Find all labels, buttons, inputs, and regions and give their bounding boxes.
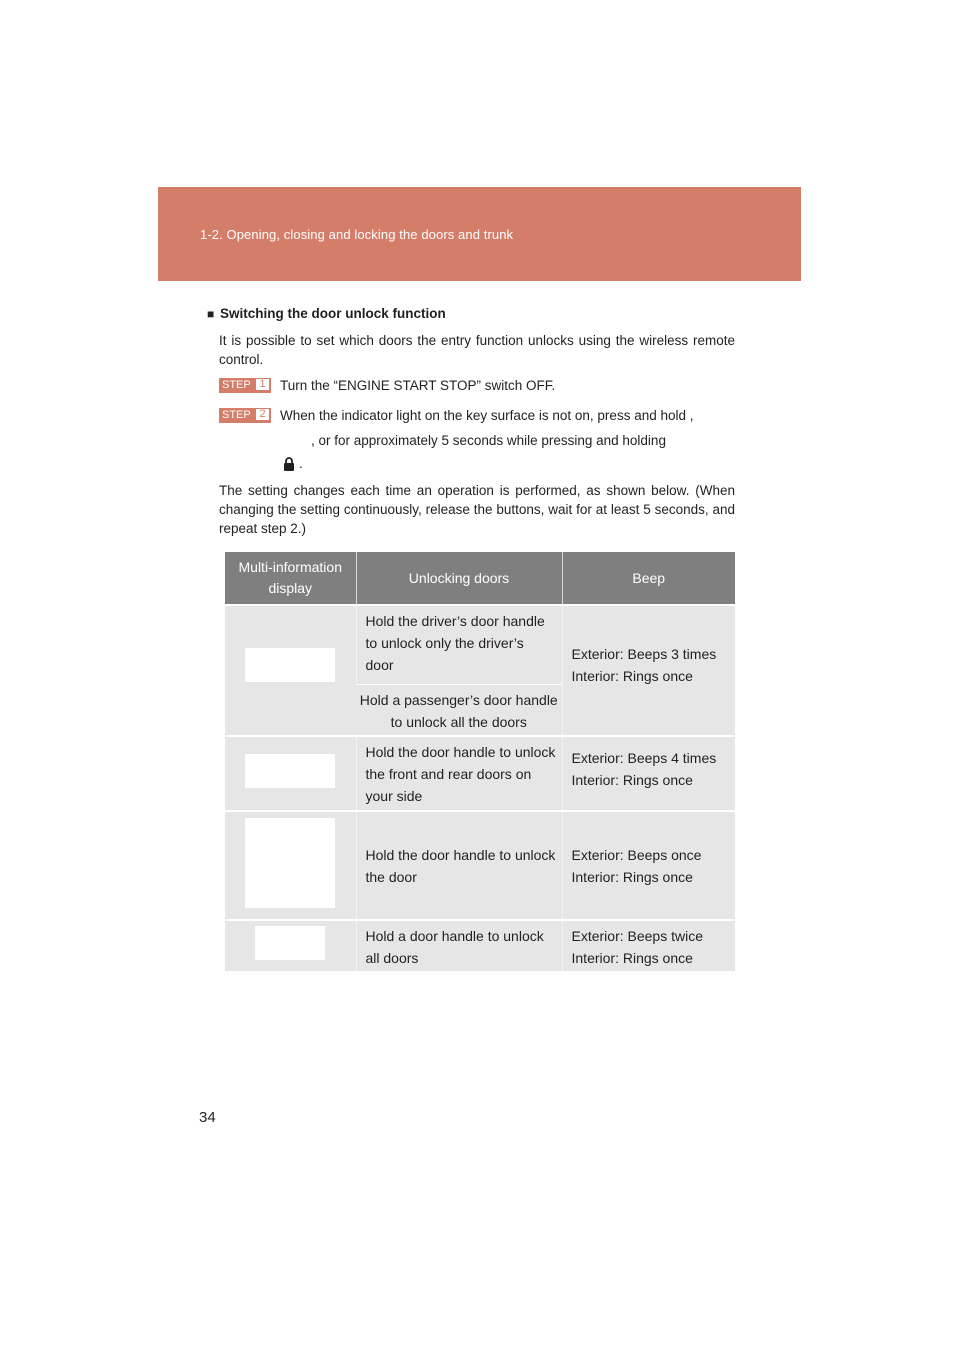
- beep-cell: [562, 605, 735, 736]
- col-header-beep: Beep: [562, 552, 735, 605]
- beep-exterior: Exterior: Beeps once: [571, 846, 702, 863]
- step-number: 2: [256, 409, 269, 420]
- beep-interior: Interior: Rings once: [571, 772, 693, 788]
- step-1-text: Turn the “ENGINE START STOP” switch OFF.: [280, 378, 556, 393]
- col-header-unlocking: Unlocking doors: [356, 552, 562, 605]
- section-marker: ■: [207, 307, 215, 321]
- beep-exterior: Exterior: Beeps 4 times: [571, 750, 717, 766]
- display-cell: [225, 920, 356, 971]
- step-2-end: .: [299, 456, 303, 471]
- table-row: [225, 736, 735, 811]
- beep-cell: [562, 920, 735, 971]
- display-image: [245, 754, 335, 788]
- step-2-line2: , or for approximately 5 seconds while pressing and holding: [311, 433, 666, 448]
- step-label: STEP: [222, 409, 251, 421]
- beep-interior: Interior: Rings once: [571, 950, 693, 966]
- table-row: [225, 605, 735, 685]
- step-2-line1: When the indicator light on the key surface is not on, press and hold ,: [280, 408, 694, 423]
- display-cell: [225, 736, 356, 811]
- display-cell: [225, 605, 356, 736]
- beep-interior: Interior: Rings once: [571, 868, 693, 885]
- step-2-text-line1: [280, 406, 736, 425]
- display-image: [255, 926, 325, 960]
- header-band: [158, 187, 801, 281]
- lock-icon: [283, 457, 295, 471]
- unlocking-cell: Hold a door handle to unlock all doors: [356, 920, 562, 971]
- section-title: [207, 306, 446, 321]
- section-header-title: 1-2. Opening, closing and locking the doors and trunk: [200, 227, 514, 242]
- display-image: [245, 648, 335, 682]
- door-unlock-settings-table: [225, 552, 735, 971]
- unlocking-cell: Hold a passenger’s door handle to unlock all the doors: [356, 685, 562, 737]
- display-image: [245, 818, 335, 908]
- beep-exterior: Exterior: Beeps 3 times: [571, 645, 717, 662]
- beep-cell: [562, 736, 735, 811]
- beep-cell: [562, 811, 735, 920]
- step-number: 1: [256, 379, 269, 390]
- unlocking-cell: Hold the driver’s door handle to unlock only the driver’s door: [356, 605, 562, 685]
- section-title-text: Switching the door unlock function: [220, 306, 446, 321]
- beep-exterior: Exterior: Beeps twice: [571, 928, 703, 944]
- table-row: [225, 811, 735, 920]
- step-badge-2: [219, 408, 271, 423]
- unlocking-cell: Hold the door handle to unlock the front and rear doors on your side: [356, 736, 562, 811]
- col-header-display: Multi-information display: [225, 552, 356, 605]
- table-row: [225, 920, 735, 971]
- step-label: STEP: [222, 379, 251, 391]
- step-2-text-line2: [311, 431, 735, 450]
- beep-interior: Interior: Rings once: [571, 667, 693, 684]
- page-number: 34: [199, 1109, 216, 1126]
- step-badge-1: [219, 378, 271, 393]
- display-cell: [225, 811, 356, 920]
- unlocking-cell: Hold the door handle to unlock the door: [356, 811, 562, 920]
- intro-paragraph: It is possible to set which doors the entry function unlocks using the wireless remote control.: [219, 333, 735, 367]
- note-paragraph: The setting changes each time an operation is performed, as shown below. (When changing the setting continuously, release the buttons, wait for at least 5 seconds, and repeat step 2.): [219, 483, 735, 536]
